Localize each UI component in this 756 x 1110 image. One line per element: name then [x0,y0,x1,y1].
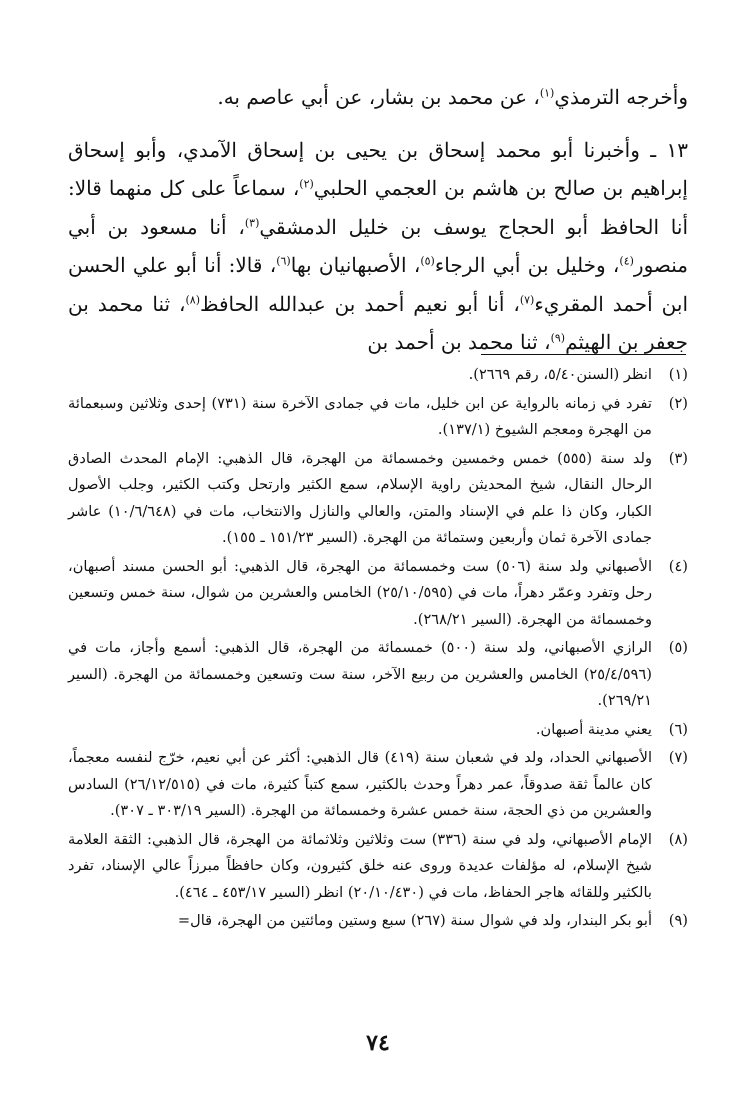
footnote-ref: (٣) [244,215,260,229]
footnote-number: (٣) [668,449,688,467]
footnote-number: (٩) [668,912,688,929]
footnote-3 [68,446,688,552]
text-run: ، قالا: أنا أبو علي الحسن ابن أحمد المقريء [68,253,689,316]
text-run: ، أنا أبو نعيم أحمد بن عبدالله الحافظ [200,291,520,316]
footnote-text: أبو بكر البندار، ولد في شوال سنة (٢٦٧) سبع وستين ومائتين من الهجرة، قال= [177,912,652,929]
footnote-text: تفرد في زمانه بالرواية عن ابن خليل، مات في جمادى الآخرة سنة (٧٣١) إحدى وثلاثين وسبعمائة من الهجرة ومعجم الشيوخ (١٣٧/١). [68,394,652,438]
footnote-ref: (٦) [276,254,291,268]
text-run: ، سماعاً على كل منهما قالا: أنا الحافظ أبو الحجاج يوسف بن خليل الدمشقي [68,176,688,239]
footnote-ref: (٢) [299,177,314,191]
footnote-4 [68,554,688,634]
footnote-ref: (٧) [519,292,535,306]
text-run: ، عن محمد بن بشار، عن أبي عاصم به. [217,85,540,109]
footnote-divider [481,354,686,355]
text-run: ، ثنا محمد بن أحمد بن [367,330,551,354]
footnote-number: (٨) [668,830,688,848]
footnote-number: (٤) [668,557,688,575]
footnote-number: (٢) [668,394,688,412]
main-text [68,78,688,362]
text-run: ١٣ ـ وأخبرنا أبو محمد إسحاق بن يحيى بن إسحاق الآمدي، وأبو إسحاق إبراهيم بن صالح بن هاشم بن العجمي الحلبي [68,137,688,200]
footnote-1 [68,362,688,389]
footnote-ref: (٩) [550,331,566,345]
text-run: ، أنا مسعود بن أبي منصور [68,214,688,277]
footnote-7 [68,745,688,825]
footnote-text: الإمام الأصبهاني، ولد في سنة (٣٣٦) ست وثلاثين وثلاثمائة من الهجرة، قال الذهبي: الثقة العلامة شيخ الإسلام، له مؤلفات عديدة وروى عنه خلق كثيرون، وكان حافظاً مبرزاً عالي الإسناد، تفرد بالكثير وللقائه هاجر الحفاظ، مات في (٢٠/١٠/٤٣٠) انظر (السير ٤٥٣/١٧ ـ ٤٦٤). [68,830,652,901]
footnote-text: انظر (السنن٥/٤٠، رقم ٢٦٦٩). [468,366,652,383]
footnote-number: (٦) [668,720,688,738]
text-run: ، ثنا محمد بن جعفر بن الهيثم [68,291,688,354]
footnote-8 [68,827,688,907]
paragraph-tirmidhi [68,78,688,117]
text-run: وأخرجه الترمذي [554,85,688,109]
footnote-text: يعني مدينة أصبهان. [535,720,652,738]
footnote-text: الأصبهاني ولد سنة (٥٠٦) ست وخمسمائة من الهجرة، قال الذهبي: أبو الحسن مسند أصبهان، رحل وتفرد وعمّر دهراً، مات في (٢٥/١٠/٥٩٥) الخامس والعشرين من شوال، سنة خمس وتسعين وخمسمائة من الهجرة. (السير ٢٦٨/٢١). [68,557,652,628]
footnote-text: الأصبهاني الحداد، ولد في شعبان سنة (٤١٩) قال الذهبي: أكثر عن أبي نعيم، خرّج لنفسه معجماً، كان عالماً ثقة صدوقاً، عمر دهراً وحدث بالكثير، سمع كتباً كثيرة، مات في (٢٦/١٢/٥١٥) السادس والعشرين من ذي الحجة، سنة خمس عشرة وخمسمائة من الهجرة. (السير ٣٠٣/١٩ ـ ٣٠٧). [68,749,652,819]
footnote-ref: (٤) [619,254,634,268]
footnotes [68,362,688,937]
footnote-number: (٧) [668,749,688,766]
footnote-text: ولد سنة (٥٥٥) خمس وخمسين وخمسمائة من الهجرة، قال الذهبي: الإمام المحدث الصادق الرحال النقال، شيخ المحديثن راوية الإسلام، سمع الكثير وارتحل وكتب الكثير، وجلب الأصول الكبار، وكان ذا علم في الإسناد والمتن، والعالي والنازل والانتخاب، مات في (١٠/٦/٦٤٨) عاشر جمادى الآخرة ثمان وأربعين وستمائة من الهجرة. (السير ١٥١/٢٣ ـ ١٥٥). [68,449,652,546]
footnote-6 [68,717,688,744]
text-run: ، وخليل بن أبي الرجاء [434,253,620,277]
footnote-number: (٥) [668,639,688,656]
footnote-number: (١) [668,366,688,383]
text-run: ، الأصبهانيان بها [290,253,421,277]
footnote-text: الرازي الأصبهاني، ولد سنة (٥٠٠) خمسمائة من الهجرة، قال الذهبي: أسمع وأجاز، مات في (٢٥/٤/٥٩٦) الخامس والعشرين من ربيع الآخر، سنة ست وتسعين وخمسمائة من الهجرة. (السير ٢٦٩/٢١). [68,639,652,709]
footnote-2 [68,391,688,444]
footnote-9 [68,908,688,935]
footnote-ref: (٨) [185,292,201,306]
paragraph-hadith-13 [68,131,688,362]
footnote-ref: (١) [539,86,555,100]
footnote-5 [68,635,688,715]
footnote-ref: (٥) [420,254,435,268]
page-number: ٧٤ [366,1030,390,1056]
